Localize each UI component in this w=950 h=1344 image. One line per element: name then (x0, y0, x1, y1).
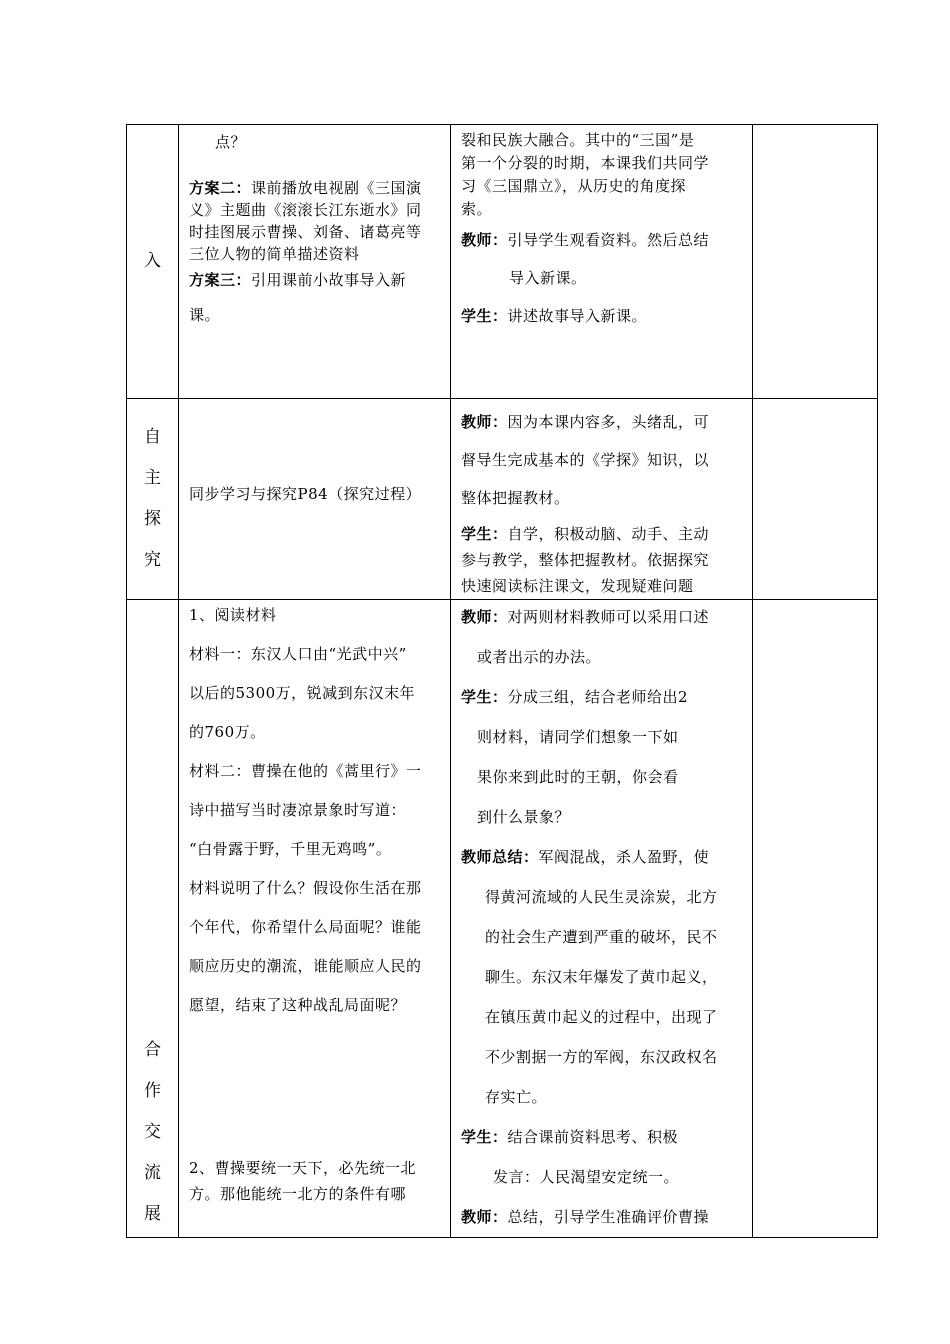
table-row-self-study (127, 399, 878, 600)
activity-line: 1、阅读材料 (189, 606, 277, 624)
process-line: 军阀混战，杀人盈野，使 (538, 848, 710, 866)
student-label: 学生： (461, 525, 508, 543)
activity-line: 点？ (215, 133, 247, 151)
process-cell-self-study (451, 399, 753, 600)
activity-cell-intro (179, 125, 451, 399)
stage-cell-cooperation (127, 600, 179, 1238)
teacher-label: 教师： (461, 413, 508, 431)
teacher-label: 教师： (461, 1208, 508, 1226)
process-line: 督导生完成基本的《学探》知识，以 (461, 451, 710, 469)
process-line: 或者出示的办法。 (477, 648, 602, 666)
activity-line: 愿望，结束了这种战乱局面呢？ (189, 996, 407, 1014)
activity-line: 课前播放电视剧《三国演 (251, 179, 422, 197)
stage-char: 主 (144, 468, 161, 488)
teacher-label: 教师： (461, 608, 508, 626)
process-line: 第一个分裂的时期，本课我们共同学 (461, 154, 710, 172)
process-cell-intro (451, 125, 753, 399)
process-line: 分成三组，结合老师给出2 (507, 688, 689, 706)
table-row-cooperation (127, 600, 878, 1238)
activity-line: 义》主题曲《滚滚长江东逝水》同 (189, 201, 422, 219)
process-line: 导入新课。 (509, 269, 587, 287)
stage-char: 入 (144, 251, 161, 271)
activity-line: 诗中描写当时凄凉景象时写道： (189, 801, 407, 819)
stage-char: 交 (144, 1122, 161, 1142)
activity-line: 时挂图展示曹操、刘备、诸葛亮等 (189, 223, 422, 241)
notes-cell-cooperation (753, 600, 878, 1238)
stage-char: 合 (144, 1040, 161, 1060)
process-line: 引导学生观看资料。然后总结 (507, 231, 710, 249)
process-line: 参与教学，整体把握教材。依据探究 (461, 551, 710, 569)
process-line: 习《三国鼎立》，从历史的角度探 (461, 177, 687, 195)
activity-line: 同步学习与探究P84（探究过程） (189, 484, 422, 503)
activity-line: 课。 (189, 306, 221, 324)
notes-cell-intro (753, 125, 878, 399)
activity-line: 材料一：东汉人口由“光武中兴” (189, 645, 407, 663)
activity-line: 方。那他能统一北方的条件有哪 (189, 1185, 407, 1203)
stage-char: 展 (144, 1204, 161, 1224)
stage-char: 自 (144, 427, 161, 447)
student-label: 学生： (461, 307, 508, 325)
activity-line: 2、曹操要统一天下，必先统一北 (189, 1159, 417, 1177)
teacher-summary-label: 教师总结： (461, 848, 539, 866)
stage-char: 作 (144, 1081, 161, 1101)
student-label: 学生： (461, 1128, 508, 1146)
process-line: 不少割据一方的军阀，东汉政权名 (485, 1048, 718, 1066)
stage-char: 探 (144, 509, 161, 529)
process-line: 索。 (461, 200, 493, 218)
activity-cell-cooperation (179, 600, 451, 1238)
activity-line: 材料说明了什么？假设你生活在那 (189, 879, 422, 897)
process-line: 得黄河流域的人民生灵涂炭，北方 (485, 888, 718, 906)
process-line: 总结，引导学生准确评价曹操 (507, 1208, 710, 1226)
notes-cell-self-study (753, 399, 878, 600)
activity-line: 引用课前小故事导入新 (251, 271, 407, 289)
process-line: 讲述故事导入新课。 (507, 307, 648, 325)
process-line: 自学，积极动脑、动手、主动 (507, 525, 710, 543)
process-line: 聊生。东汉末年爆发了黄巾起义， (485, 968, 718, 986)
stage-char: 究 (144, 550, 161, 570)
process-line: 则材料，请同学们想象一下如 (477, 728, 679, 746)
activity-line: 以后的5300万，锐减到东汉末年 (189, 684, 416, 702)
table-row-intro (127, 125, 878, 399)
teacher-label: 教师： (461, 231, 508, 249)
student-label: 学生： (461, 688, 508, 706)
stage-char: 流 (144, 1163, 161, 1183)
activity-cell-self-study (179, 399, 451, 600)
process-line: 整体把握教材。 (461, 489, 570, 507)
process-line: 因为本课内容多，头绪乱，可 (507, 413, 710, 431)
process-line: 快速阅读标注课文，发现疑难问题 (461, 577, 694, 595)
activity-line: 三位人物的简单描述资料 (189, 245, 360, 263)
plan2-label: 方案二： (189, 179, 252, 197)
process-line: 的社会生产遭到严重的破坏，民不 (485, 928, 718, 946)
stage-cell-self-study (127, 399, 179, 600)
activity-line: 个年代，你希望什么局面呢？谁能 (189, 918, 422, 936)
process-cell-cooperation (451, 600, 753, 1238)
activity-line: “白骨露于野，千里无鸡鸣”。 (189, 840, 392, 858)
activity-line: 的760万。 (189, 723, 266, 741)
process-line: 结合课前资料思考、积极 (507, 1128, 679, 1146)
stage-cell-intro (127, 125, 179, 399)
process-line: 裂和民族大融合。其中的“三国”是 (461, 131, 695, 149)
process-line: 对两则材料教师可以采用口述 (507, 608, 710, 626)
process-line: 发言：人民渴望安定统一。 (493, 1168, 680, 1186)
plan3-label: 方案三： (189, 271, 252, 289)
activity-line: 顺应历史的潮流，谁能顺应人民的 (189, 957, 422, 975)
process-line: 在镇压黄巾起义的过程中，出现了 (485, 1008, 718, 1026)
process-line: 到什么景象？ (477, 808, 571, 826)
process-line: 果你来到此时的王朝，你会看 (477, 768, 679, 786)
process-line: 存实亡。 (485, 1088, 548, 1106)
lesson-plan-table (126, 124, 878, 1238)
activity-line: 材料二：曹操在他的《蒿里行》一 (189, 762, 422, 780)
